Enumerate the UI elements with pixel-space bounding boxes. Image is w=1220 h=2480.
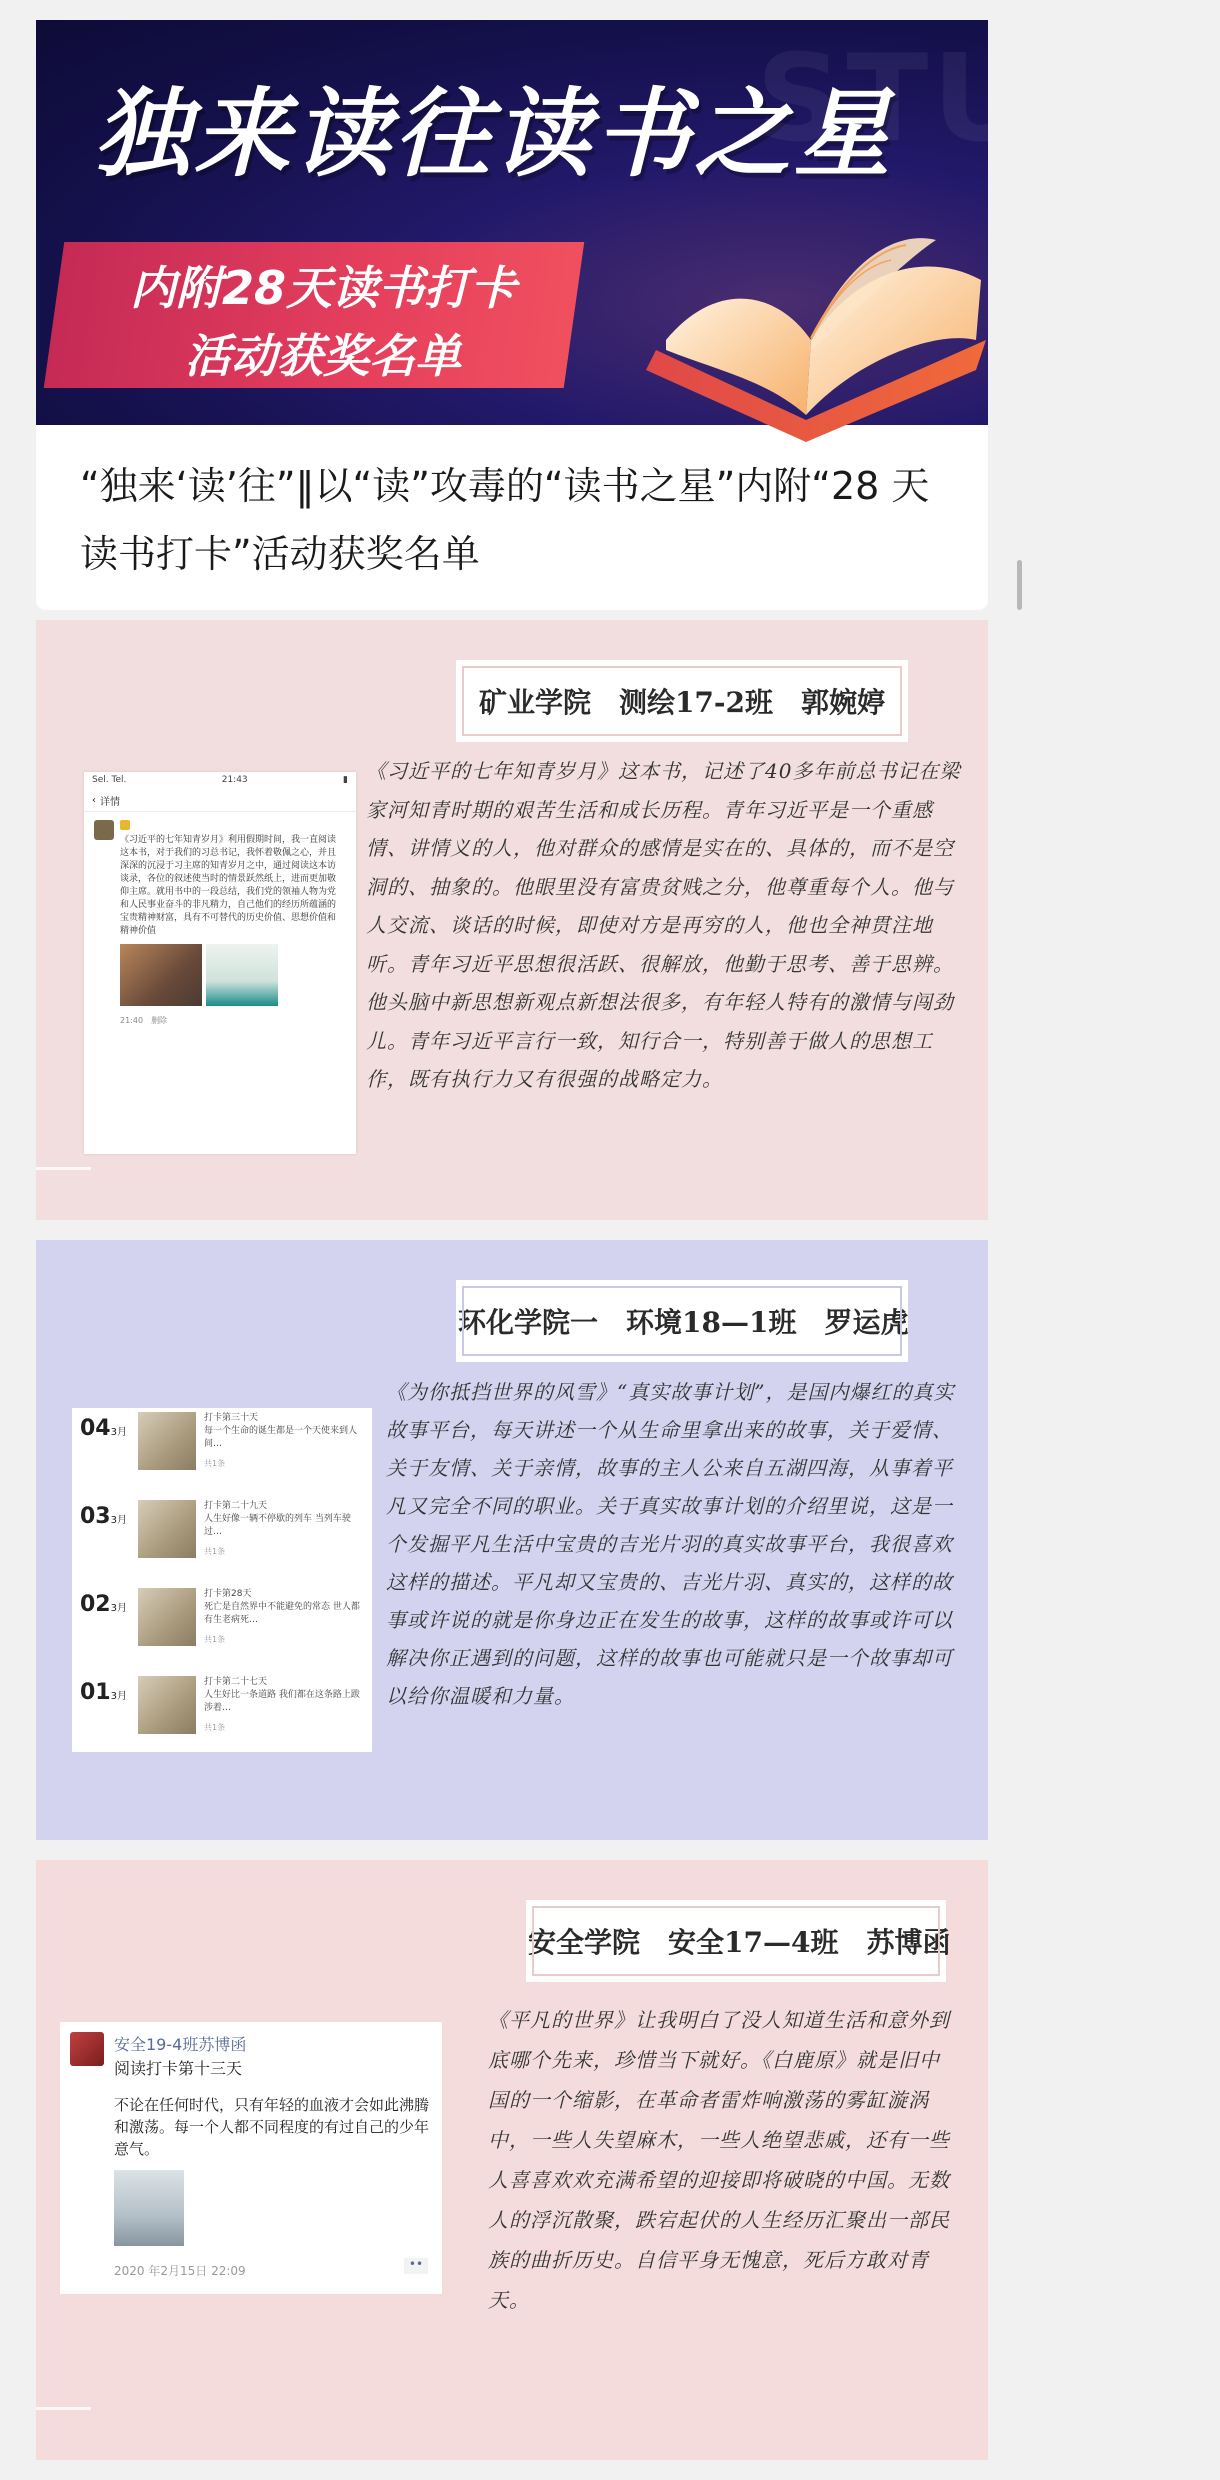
more-icon: ••	[404, 2258, 428, 2274]
post-text: 不论在任何时代，只有年轻的血液才会如此沸腾和激荡。每一个人都不同程度的有过自己的少年意气。	[114, 2096, 430, 2158]
avatar	[94, 820, 114, 840]
post-text: 《习近平的七年知青岁月》利用假期时间，我一直阅读这本书，对于我们的习总书记，我怀着敬佩之心，并且深深的沉浸于习主席的知青岁月之中，通过阅读这本访谈录，各位的叙述使当时的情景跃然纸上，进而更加敬仰主席。就用书中的一段总结，我们党的领袖人物为党和人民事业奋斗的非凡精力，自己他们的经历所蕴涵的宝贵精神财富，具有不可替代的历史价值、思想价值和精神价值	[120, 835, 337, 936]
moments-screenshot	[84, 772, 356, 1154]
moments-screenshot	[60, 2022, 442, 2294]
battery-icon: ▮	[343, 775, 348, 785]
ribbon-line-1: 内附28天读书打卡	[129, 261, 516, 315]
winner-name: 环化学院一 环境18—1班 罗运虎	[456, 1280, 908, 1362]
banner-watermark: STUDY	[756, 30, 1220, 169]
book-cover-image	[114, 2170, 184, 2246]
winner-section-3	[36, 1860, 988, 2460]
badge-icon	[120, 820, 130, 830]
banner-title: 独来读往读书之星	[94, 78, 894, 190]
open-book-icon	[636, 220, 996, 440]
status-bar: Sel. Tel. 21:43 ▮	[92, 775, 348, 785]
diary-thumbnail	[138, 1500, 196, 1558]
scrollbar[interactable]	[1017, 560, 1022, 610]
winner-review: 《平凡的世界》让我明白了没人知道生活和意外到底哪个先来，珍惜当下就好。《白鹿原》就是旧中国的一个缩影，在革命者雷炸响激荡的雾缸漩涡中，一些人失望麻木，一些人绝望悲戚，还有一些人喜喜欢欢充满希望的迎接即将破晓的中国。无数人的浮沉散聚，跌宕起伏的人生经历汇聚出一部民族的曲折历史。自信平身无愧意，死后方敢对青天。	[488, 2008, 950, 2312]
ribbon-line-2: 活动获奖名单	[185, 329, 461, 383]
winner-name: 矿业学院 测绘17-2班 郭婉婷	[456, 660, 908, 742]
article-banner	[36, 20, 1220, 425]
corner-line	[36, 2407, 91, 2410]
list-item: 013月 打卡第二十七天 人生好比一条道路 我们都在这条路上跋涉着… 共1条	[80, 1677, 360, 1732]
moments-post: 《习近平的七年知青岁月》利用假期时间，我一直阅读这本书，对于我们的习总书记，我怀着敬佩之心，并且深深的沉浸于习主席的知青岁月之中，通过阅读这本访谈录，各位的叙述使当时的情景跃然纸上，进而更加敬仰主席。就用书中的一段总结，我们党的领袖人物为党和人民事业奋斗的非凡精力，自己他们的经历所蕴涵的宝贵精神财富，具有不可替代的历史价值、思想价值和精神价值 21:40 删除	[84, 812, 356, 1035]
detail-nav: ‹ 详情	[84, 790, 356, 812]
diary-thumbnail	[138, 1412, 196, 1470]
post-username: 安全19-4班苏博函	[114, 2035, 247, 2054]
post-title: 阅读打卡第十三天	[114, 2059, 243, 2078]
book-cover-image	[120, 944, 202, 1006]
list-item: 023月 打卡第28天 死亡是自然界中不能避免的常态 世人都有生老病死… 共1条	[80, 1589, 360, 1644]
post-time: 2020 年2月15日 22:09	[114, 2264, 246, 2278]
diary-thumbnail	[138, 1676, 196, 1734]
winner-section-1	[36, 620, 988, 1220]
diary-thumbnail	[138, 1588, 196, 1646]
winner-review: 《为你抵挡世界的风雪》“真实故事计划”，是国内爆红的真实故事平台，每天讲述一个从生命里拿出来的故事，关于爱情、关于友情、关于亲情，故事的主人公来自五湖四海，从事着平凡又完全不同的职业。关于真实故事计划的介绍里说，这是一个发掘平凡生活中宝贵的吉光片羽的真实故事平台，我很喜欢这样的描述。平凡却又宝贵的、吉光片羽、真实的，这样的故事或许说的就是你身边正在发生的故事，这样的故事或许可以解决你正遇到的问题，这样的故事也可能就只是一个故事却可以给你温暖和力量。	[386, 1380, 955, 1708]
corner-line	[36, 1167, 91, 1170]
list-item: 033月 打卡第二十九天 人生好像一辆不停歇的列车 当列车驶过… 共1条	[80, 1501, 351, 1556]
article-card[interactable]	[36, 20, 1220, 610]
article-caption: “独来‘读’往”‖以“读”攻毒的“读书之星”内附“28 天读书打卡”活动获奖名单	[80, 464, 930, 576]
winner-review: 《习近平的七年知青岁月》这本书，记述了40多年前总书记在梁家河知青时期的艰苦生活和成长历程。青年习近平是一个重感情、讲情义的人，他对群众的感情是实在的、具体的，而不是空洞的、抽象的。他眼里没有富贵贫贱之分，他尊重每个人。他与人交流、谈话的时候，即使对方是再穷的人，他也全神贯注地听。青年习近平思想很活跃、很解放，他勤于思考、善于思辨。他头脑中新思想新观点新想法很多，有年轻人特有的激情与闯劲儿。青年习近平言行一致，知行合一，特别善于做人的思想工作，既有执行力又有很强的战略定力。	[366, 759, 961, 1091]
avatar	[70, 2032, 104, 2066]
back-icon: ‹	[92, 795, 96, 806]
winner-name: 安全学院 安全17—4班 苏博函	[526, 1900, 946, 1982]
winner-section-2	[36, 1240, 988, 1840]
list-item: 043月 打卡第三十天 每一个生命的诞生都是一个天使来到人间… 共1条	[80, 1413, 358, 1468]
diary-screenshot	[72, 1408, 372, 1752]
reading-photo-image	[206, 944, 278, 1006]
